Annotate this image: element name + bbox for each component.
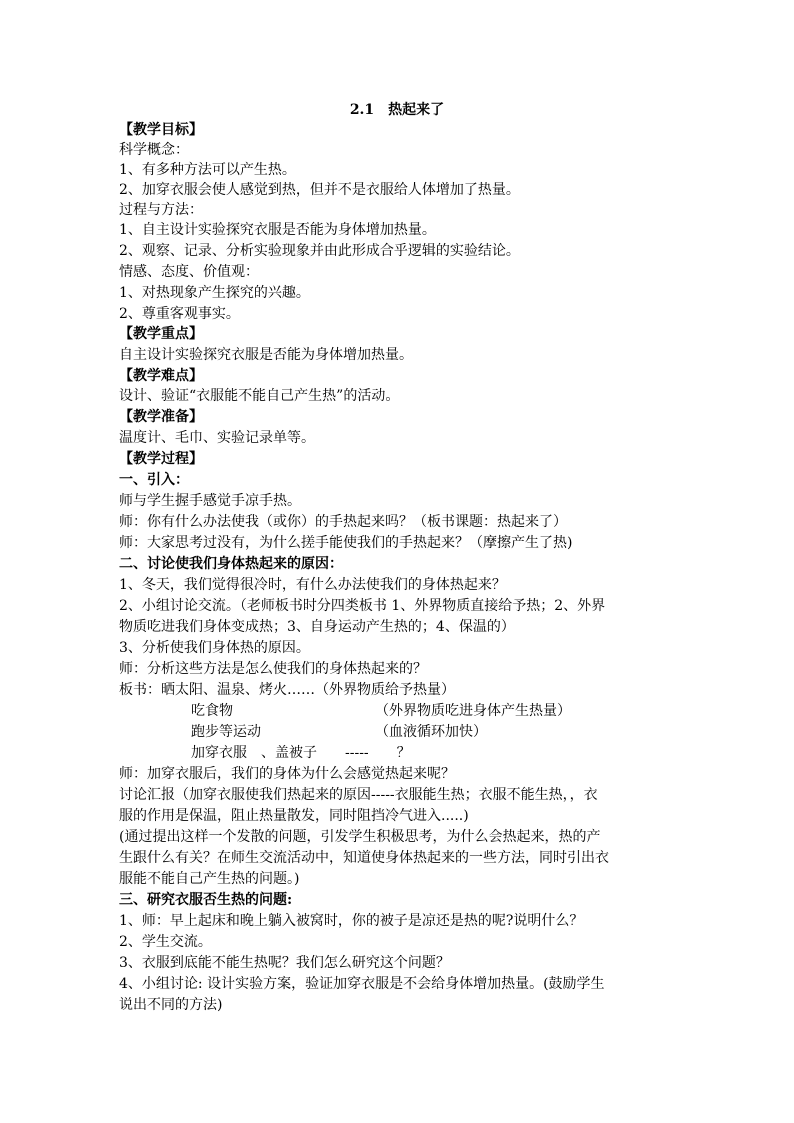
paragraph-line: 师：大家思考过没有，为什么搓手能使我们的手热起来？（摩擦产生了热) bbox=[119, 535, 573, 551]
paragraph-line: 说出不同的方法) bbox=[119, 997, 223, 1013]
process-heading: 【教学过程】 bbox=[119, 451, 203, 467]
blackboard-item: 跑步等运动 bbox=[191, 724, 261, 740]
paragraph-line: 1、冬天，我们觉得很冷时，有什么办法使我们的身体热起来？ bbox=[119, 577, 506, 593]
section-2-heading: 二、讨论使我们身体热起来的原因： bbox=[119, 556, 343, 572]
paragraph-line: 物质吃进我们身体变成热；3、自身运动产生热的；4、保温的） bbox=[119, 619, 515, 635]
science-concept-item: 1、有多种方法可以产生热。 bbox=[119, 162, 296, 178]
paragraph-line: 讨论汇报（加穿衣服使我们热起来的原因-----衣服能生热；衣服不能生热，，衣 bbox=[119, 787, 598, 803]
paragraph-line: 3、分析使我们身体热的原因。 bbox=[119, 640, 310, 656]
key-point-text: 自主设计实验探究衣服是否能为身体增加热量。 bbox=[119, 347, 413, 363]
preparation-heading: 【教学准备】 bbox=[119, 409, 203, 425]
difficulty-heading: 【教学难点】 bbox=[119, 368, 203, 384]
paragraph-line: 服能不能自己产生热的问题。) bbox=[119, 871, 300, 887]
science-concept-label: 科学概念： bbox=[119, 142, 189, 158]
blackboard-item: 吃食物 bbox=[191, 703, 233, 719]
lesson-title: 2.1 热起来了 bbox=[349, 102, 445, 118]
attitude-label: 情感、态度、价值观： bbox=[119, 264, 259, 280]
key-point-heading: 【教学重点】 bbox=[119, 326, 203, 342]
section-1-heading: 一、引入： bbox=[119, 472, 189, 488]
science-concept-item: 2、加穿衣服会使人感觉到热，但并不是衣服给人体增加了热量。 bbox=[119, 182, 520, 198]
paragraph-line: 师：分析这些方法是怎么使我们的身体热起来的？ bbox=[119, 661, 427, 677]
blackboard-note: （外界物质吃进身体产生热量） bbox=[375, 703, 571, 719]
process-method-item: 1、自主设计实验探究衣服是否能为身体增加热量。 bbox=[119, 222, 436, 238]
teaching-goals-heading: 【教学目标】 bbox=[119, 122, 203, 138]
section-3-heading: 三、研究衣服否生热的问题: bbox=[119, 892, 293, 908]
paragraph-line: 师与学生握手感觉手凉手热。 bbox=[119, 493, 301, 509]
difficulty-text: 设计、验证“衣服能不能自己产生热”的活动。 bbox=[119, 388, 400, 404]
blackboard-item: 加穿衣服 、盖被子 ----- ？ bbox=[191, 745, 411, 761]
paragraph-line: 3、衣服到底能不能生热呢？我们怎么研究这个问题？ bbox=[119, 955, 450, 971]
blackboard-line: 板书：晒太阳、温泉、烤火……（外界物质给予热量） bbox=[119, 682, 455, 698]
paragraph-line: 1、师：早上起床和晚上躺入被窝时，你的被子是凉还是热的呢?说明什么？ bbox=[119, 913, 584, 929]
paragraph-line: 师：加穿衣服后，我们的身体为什么会感觉热起来呢？ bbox=[119, 766, 455, 782]
blackboard-note: （血液循环加快） bbox=[375, 724, 487, 740]
paragraph-line: (通过提出这样一个发散的问题，引发学生积极思考，为什么会热起来，热的产 bbox=[119, 829, 601, 845]
paragraph-line: 2、学生交流。 bbox=[119, 934, 212, 950]
attitude-item: 1、对热现象产生探究的兴趣。 bbox=[119, 285, 310, 301]
process-method-item: 2、观察、记录、分析实验现象并由此形成合乎逻辑的实验结论。 bbox=[119, 243, 520, 259]
paragraph-line: 服的作用是保温，阻止热量散发，同时阻挡冷气进入.....) bbox=[119, 808, 469, 824]
paragraph-line: 师：你有什么办法使我（或你）的手热起来吗？（板书课题：热起来了） bbox=[119, 514, 567, 530]
paragraph-line: 生跟什么有关？在师生交流活动中，知道使身体热起来的一些方法，同时引出衣 bbox=[119, 850, 609, 866]
paragraph-line: 4、小组讨论: 设计实验方案，验证加穿衣服是不会给身体增加热量。(鼓励学生 bbox=[119, 976, 605, 992]
process-method-label: 过程与方法： bbox=[119, 202, 203, 218]
paragraph-line: 2、小组讨论交流。（老师板书时分四类板书 1、外界物质直接给予热；2、外界 bbox=[119, 598, 606, 614]
preparation-text: 温度计、毛巾、实验记录单等。 bbox=[119, 430, 315, 446]
attitude-item: 2、尊重客观事实。 bbox=[119, 306, 240, 322]
